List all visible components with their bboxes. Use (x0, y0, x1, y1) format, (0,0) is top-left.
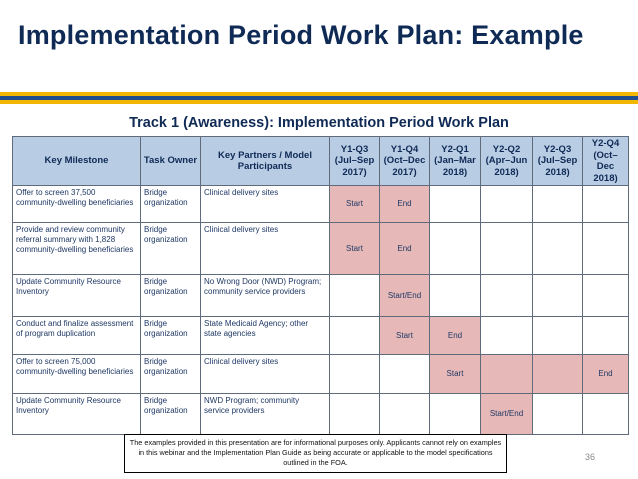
quarter-cell (583, 317, 629, 355)
quarter-cell (533, 275, 583, 317)
quarter-cell: Start (380, 317, 430, 355)
header-y1-q3: Y1-Q3 (Jul–Sep 2017) (330, 137, 380, 186)
quarter-cell (380, 394, 430, 435)
table-subtitle: Track 1 (Awareness): Implementation Period Work Plan (129, 115, 509, 131)
quarter-cell (481, 186, 533, 223)
header-task-owner: Task Owner (141, 137, 201, 186)
quarter-cell (481, 317, 533, 355)
partners-cell: Clinical delivery sites (201, 355, 330, 394)
quarter-cell (430, 223, 481, 275)
table-row (13, 394, 629, 435)
partners-cell: State Medicaid Agency; other state agencies (201, 317, 330, 355)
owner-cell: Bridge organization (141, 355, 201, 394)
quarter-cell: End (380, 186, 430, 223)
header-key-milestone: Key Milestone (13, 137, 141, 186)
quarter-cell (430, 186, 481, 223)
page-number: 36 (585, 452, 596, 462)
quarter-cell (533, 317, 583, 355)
quarter-cell (330, 355, 380, 394)
quarter-cell (330, 275, 380, 317)
quarter-cell: Start (430, 355, 481, 394)
quarter-cell (430, 394, 481, 435)
quarter-cell (380, 355, 430, 394)
quarter-cell: Start (330, 186, 380, 223)
quarter-cell (583, 394, 629, 435)
quarter-cell (330, 317, 380, 355)
work-plan-table (12, 136, 629, 435)
milestone-cell: Update Community Resource Inventory (13, 394, 141, 435)
table-row (13, 355, 629, 394)
quarter-cell (430, 275, 481, 317)
quarter-cell: Start/End (380, 275, 430, 317)
quarter-cell (583, 275, 629, 317)
owner-cell: Bridge organization (141, 394, 201, 435)
quarter-cell: End (430, 317, 481, 355)
disclaimer-box: The examples provided in this presentation are for informational purposes only. Applicants cannot rely on examples in this webinar and the Implementation Plan Guide as being accurate or applicable to the model specifications outlined in the FOA. (124, 434, 507, 473)
milestone-cell: Conduct and finalize assessment of program duplication (13, 317, 141, 355)
quarter-cell (533, 223, 583, 275)
partners-cell: Clinical delivery sites (201, 186, 330, 223)
quarter-cell (481, 355, 533, 394)
partners-cell: NWD Program; community service providers (201, 394, 330, 435)
quarter-cell (533, 355, 583, 394)
header-key-partners: Key Partners / Model Participants (201, 137, 330, 186)
header-y1-q4: Y1-Q4 (Oct–Dec 2017) (380, 137, 430, 186)
quarter-cell: Start (330, 223, 380, 275)
quarter-cell (481, 275, 533, 317)
milestone-cell: Offer to screen 75,000 community-dwelling beneficiaries (13, 355, 141, 394)
quarter-cell: End (583, 355, 629, 394)
header-y2-q1: Y2-Q1 (Jan–Mar 2018) (430, 137, 481, 186)
table-row (13, 275, 629, 317)
quarter-cell: Start/End (481, 394, 533, 435)
slide-title: Implementation Period Work Plan: Example (18, 20, 584, 50)
header-y2-q4: Y2-Q4 (Oct–Dec 2018) (583, 137, 629, 186)
table-header-row (13, 137, 629, 186)
quarter-cell (481, 223, 533, 275)
header-y2-q3: Y2-Q3 (Jul–Sep 2018) (533, 137, 583, 186)
partners-cell: Clinical delivery sites (201, 223, 330, 275)
milestone-cell: Update Community Resource Inventory (13, 275, 141, 317)
owner-cell: Bridge organization (141, 317, 201, 355)
partners-cell: No Wrong Door (NWD) Program; community service providers (201, 275, 330, 317)
milestone-cell: Offer to screen 37,500 community-dwelling beneficiaries (13, 186, 141, 223)
quarter-cell (330, 394, 380, 435)
divider-band-yellow-2 (0, 100, 638, 104)
table-row (13, 186, 629, 223)
milestone-cell: Provide and review community referral summary with 1,828 community-dwelling beneficiaries (13, 223, 141, 275)
table-row (13, 317, 629, 355)
owner-cell: Bridge organization (141, 186, 201, 223)
quarter-cell (583, 186, 629, 223)
quarter-cell (533, 394, 583, 435)
owner-cell: Bridge organization (141, 223, 201, 275)
owner-cell: Bridge organization (141, 275, 201, 317)
header-y2-q2: Y2-Q2 (Apr–Jun 2018) (481, 137, 533, 186)
quarter-cell: End (380, 223, 430, 275)
quarter-cell (533, 186, 583, 223)
table-row (13, 223, 629, 275)
quarter-cell (583, 223, 629, 275)
